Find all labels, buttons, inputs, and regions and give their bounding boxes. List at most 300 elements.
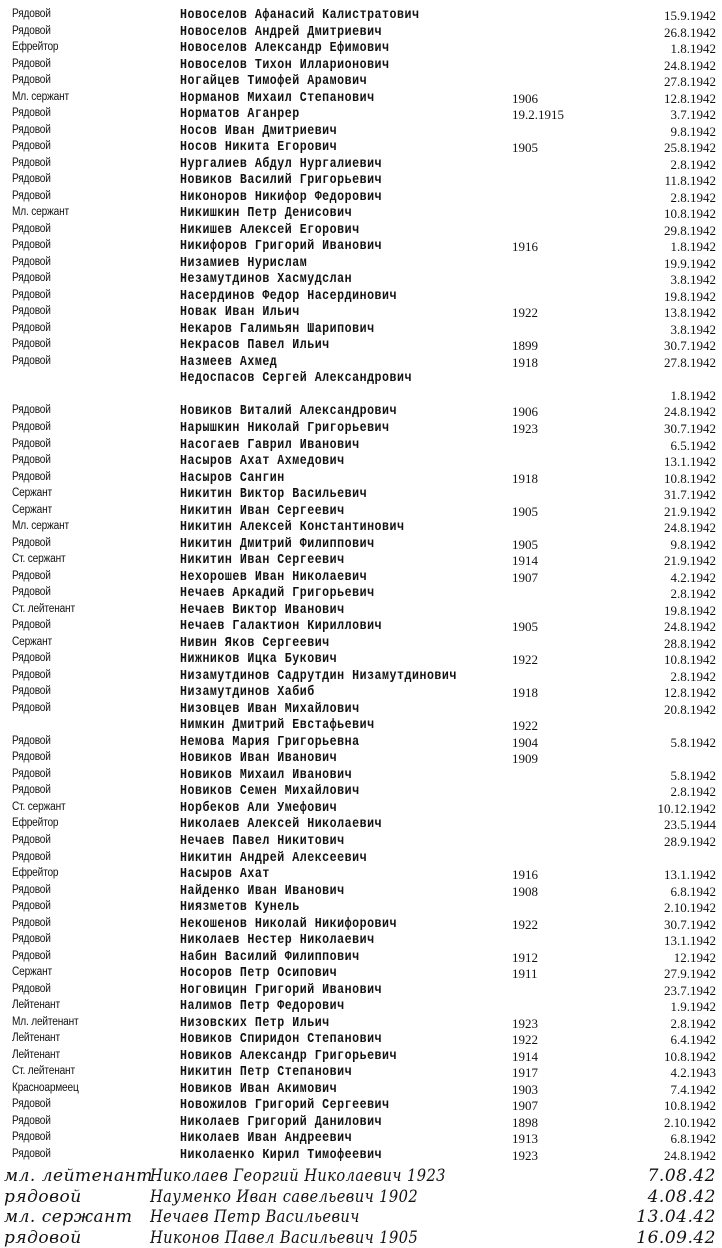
rank-cell: Рядовой [12,305,51,318]
rank-cell: Ефрейтор [12,867,59,880]
rank-cell: Рядовой [12,338,51,351]
date-cell: 19.8.1942 [664,602,716,618]
list-row [0,322,722,339]
rank-cell: Сержант [12,635,52,648]
list-row [0,900,722,917]
rank-cell: Рядовой [12,404,51,417]
list-row [0,25,722,42]
list-row [0,884,722,901]
year-cell: 1918 [512,470,538,486]
list-row [0,950,722,967]
rank-cell: Рядовой [12,123,51,136]
year-cell: 1922 [512,1032,538,1048]
rank-cell: мл. лейтенант [4,1166,153,1187]
rank-cell: Мл. сержант [12,90,69,103]
year-cell: 1922 [512,718,538,734]
year-cell: 1904 [512,734,538,750]
date-cell: 24.8.1942 [664,1147,716,1163]
rank-cell: Рядовой [12,933,51,946]
name-cell: Некошенов Николай Никифорович [180,916,398,932]
rank-cell: Сержант [12,487,52,500]
rank-cell: Рядовой [12,883,51,896]
name-cell: Никитин Петр Степанович [180,1065,353,1081]
date-cell: 3.7.1942 [670,107,716,123]
date-cell: 28.8.1942 [664,635,716,651]
date-cell: 27.8.1942 [664,354,716,370]
date-cell: 16.09.42 [636,1227,716,1248]
date-cell: 1.8.1942 [670,387,716,403]
list-row [0,999,722,1016]
list-row [0,933,722,950]
list-row [0,735,722,752]
rank-cell: Рядовой [12,850,51,863]
date-cell: 4.08.42 [647,1186,716,1207]
name-cell: Немова Мария Григорьевна [180,734,360,750]
list-row [0,371,722,388]
name-cell: Насыров Ахат [180,867,270,883]
name-cell: Нехорошев Иван Николаевич [180,569,368,585]
name-cell: Насыров Ахат Ахмедович [180,454,345,470]
name-cell: Николаев Иван Андреевич [180,1131,353,1147]
year-cell: 1914 [512,553,538,569]
name-cell: Нечаев Аркадий Григорьевич [180,586,375,602]
name-cell: Насогаев Гаврил Иванович [180,437,360,453]
list-row [0,74,722,91]
list-row [0,636,722,653]
name-cell: Никитин Дмитрий Филиппович [180,536,375,552]
date-cell: 10.8.1942 [664,1048,716,1064]
list-row [0,784,722,801]
rank-cell: Рядовой [12,916,51,929]
name-cell: Нечаев Галактион Кириллович [180,619,383,635]
list-row [0,586,722,603]
name-cell: Нечаев Виктор Иванович [180,602,345,618]
list-row [0,1082,722,1099]
rank-cell: Рядовой [12,1131,51,1144]
name-cell: Низамутдинов Садрутдин Низамутдинович [180,668,457,684]
date-cell: 24.8.1942 [664,520,716,536]
date-cell: 12.8.1942 [664,685,716,701]
year-cell: 1903 [512,1081,538,1097]
list-row [0,173,722,190]
name-cell: Новак Иван Ильич [180,305,300,321]
year-cell: 19.2.1915 [512,107,564,123]
list-row [0,124,722,141]
date-cell: 3.8.1942 [670,321,716,337]
date-cell: 10.8.1942 [664,206,716,222]
list-row [0,404,722,421]
name-cell: Норманов Михаил Степанович [180,90,375,106]
date-cell: 7.08.42 [647,1166,716,1187]
date-cell: 2.8.1942 [670,1015,716,1031]
name-cell: Николаев Георгий Николаевич 1923 [150,1166,446,1187]
list-row [0,388,722,405]
list-row [0,239,722,256]
rank-cell: Рядовой [12,321,51,334]
list-row [0,619,722,636]
rank-cell: Рядовой [12,454,51,467]
date-cell: 15.9.1942 [664,8,716,23]
list-row [0,1016,722,1033]
list-row [0,190,722,207]
list-row [0,983,722,1000]
rank-cell: Рядовой [12,470,51,483]
rank-cell: Мл. лейтенант [12,1015,79,1028]
rank-cell: Сержант [12,966,52,979]
year-cell: 1917 [512,1065,538,1081]
name-cell: Никоноров Никифор Федорович [180,189,383,205]
name-cell: Науменко Иван савельевич 1902 [150,1186,419,1207]
name-cell: Нечаев Павел Никитович [180,834,345,849]
year-cell: 1905 [512,140,538,156]
name-cell: Нижников Ицка Букович [180,652,338,668]
rank-cell: Красноармеец [12,1081,79,1094]
list-row [0,438,722,455]
name-cell: Новиков Иван Акимович [180,1081,338,1097]
name-cell: Новоселов Афанасий Калистратович [180,8,420,23]
name-cell: Никишев Алексей Егорович [180,222,360,238]
list-row [0,1227,722,1248]
rank-cell: Рядовой [12,1098,51,1111]
date-cell: 24.8.1942 [664,404,716,420]
name-cell: Некрасов Павел Ильич [180,338,330,354]
rank-cell: Лейтенант [12,1048,60,1061]
rank-cell: Рядовой [12,652,51,665]
list-row [0,867,722,884]
rank-cell: Рядовой [12,734,51,747]
list-row [0,652,722,669]
list-row [0,289,722,306]
list-row [0,41,722,58]
name-cell: Низовских Петр Ильич [180,1015,330,1031]
list-row [0,520,722,537]
name-cell: Низовцев Иван Михайлович [180,701,360,717]
date-cell: 21.9.1942 [664,503,716,519]
date-cell: 27.8.1942 [664,74,716,90]
name-cell: Носов Никита Егорович [180,140,338,156]
list-row [0,570,722,587]
list-row [0,223,722,240]
rank-cell: Рядовой [12,156,51,169]
rank-cell: Рядовой [12,421,51,433]
list-row [0,140,722,157]
date-cell: 31.7.1942 [664,487,716,503]
list-row [0,685,722,702]
name-cell: Назмеев Ахмед [180,354,278,370]
name-cell: Никишкин Петр Денисович [180,206,353,222]
date-cell: 1.8.1942 [670,239,716,255]
date-cell: 24.8.1942 [664,619,716,635]
name-cell: Новоселов Андрей Дмитриевич [180,24,383,40]
rank-cell: Ефрейтор [12,817,59,830]
list-row [0,834,722,851]
list-row [0,454,722,471]
date-cell: 21.9.1942 [664,553,716,569]
rank-cell: Ст. сержант [12,553,66,566]
year-cell: 1922 [512,305,538,321]
date-cell: 23.7.1942 [664,982,716,998]
date-cell: 5.8.1942 [670,767,716,783]
year-cell: 1916 [512,867,538,883]
rank-cell: Мл. сержант [12,520,69,533]
date-cell: 28.9.1942 [664,834,716,849]
name-cell: Никитин Андрей Алексеевич [180,850,368,866]
date-cell: 13.8.1942 [664,305,716,321]
date-cell: 3.8.1942 [670,272,716,288]
list-row [0,603,722,620]
year-cell: 1906 [512,404,538,420]
date-cell: 2.8.1942 [670,668,716,684]
rank-cell: Рядовой [12,173,51,186]
date-cell: 27.9.1942 [664,966,716,982]
date-cell: 2.8.1942 [670,189,716,205]
rank-cell: Ст. сержант [12,800,66,813]
list-row [0,801,722,818]
list-row [0,355,722,372]
name-cell: Нормaтов Аганрер [180,107,300,123]
name-cell: Николаенко Кирил Тимофеевич [180,1147,383,1163]
date-cell: 4.2.1943 [670,1065,716,1081]
list-row [0,504,722,521]
list-row [0,8,722,25]
rank-cell: Лейтенант [12,999,60,1012]
year-cell: 1923 [512,1015,538,1031]
rank-cell: Рядовой [12,272,51,285]
name-cell: Никитин Виктор Васильевич [180,487,368,503]
date-cell: 13.1.1942 [664,454,716,470]
year-cell: 1907 [512,569,538,585]
date-cell: 6.8.1942 [670,1131,716,1147]
rank-cell: Рядовой [12,834,51,846]
name-cell: Новиков Семен Михайлович [180,784,360,800]
date-cell: 24.8.1942 [664,57,716,73]
date-cell: 2.10.1942 [664,900,716,916]
list-row [0,851,722,868]
year-cell: 1922 [512,916,538,932]
rank-cell: Рядовой [12,767,51,780]
date-cell: 10.12.1942 [657,800,716,816]
rank-cell: Рядовой [12,354,51,367]
date-cell: 2.10.1942 [664,1114,716,1130]
name-cell: Новиков Александр Григорьевич [180,1048,398,1064]
rank-cell: Рядовой [12,685,51,698]
list-row [0,206,722,223]
date-cell: 13.1.1942 [664,933,716,949]
date-cell: 13.1.1942 [664,867,716,883]
rank-cell: Сержант [12,503,52,516]
name-cell: Никифоров Григорий Иванович [180,239,383,255]
rank-cell: Рядовой [12,900,51,913]
list-row [0,553,722,570]
rank-cell: Рядовой [12,57,51,70]
date-cell: 7.4.1942 [670,1081,716,1097]
date-cell: 25.8.1942 [664,140,716,156]
date-cell: 1.9.1942 [670,999,716,1015]
name-cell: Некаров Галимьян Шарипович [180,321,375,337]
rank-cell: Рядовой [12,107,51,120]
name-cell: Ноговицин Григорий Иванович [180,982,383,998]
list-row [0,487,722,504]
list-row [0,305,722,322]
rank-cell: рядовой [4,1186,82,1207]
name-cell: Насыров Сангин [180,470,285,486]
list-row [0,1148,722,1165]
rank-cell: мл. сержант [4,1207,133,1228]
name-cell: Найденко Иван Иванович [180,883,345,899]
rank-cell: Ст. лейтенант [12,602,75,615]
list-row [0,272,722,289]
name-cell: Нимкин Дмитрий Евстафьевич [180,718,375,734]
year-cell: 1918 [512,354,538,370]
rank-cell: Рядовой [12,1147,51,1160]
rank-cell: Ст. лейтенант [12,1065,75,1078]
year-cell: 1922 [512,652,538,668]
rank-cell: Рядовой [12,949,51,962]
date-cell: 9.8.1942 [670,536,716,552]
date-cell: 1.8.1942 [670,41,716,57]
name-cell: Николаев Алексей Николаевич [180,817,383,833]
rank-cell: Рядовой [12,751,51,764]
rank-cell: Рядовой [12,239,51,252]
year-cell: 1911 [512,966,538,982]
year-cell: 1905 [512,536,538,552]
list-row [0,421,722,438]
date-cell: 2.8.1942 [670,586,716,602]
list-row [0,91,722,108]
list-row [0,1131,722,1148]
year-cell: 1916 [512,239,538,255]
list-row [0,58,722,75]
date-cell: 2.8.1942 [670,784,716,800]
list-row [0,1032,722,1049]
rank-cell: Рядовой [12,222,51,235]
date-cell: 6.5.1942 [670,437,716,453]
name-cell: Новиков Иван Иванович [180,751,338,767]
name-cell: Новожилов Григорий Сергеевич [180,1098,390,1114]
name-cell: Николаев Нестер Николаевич [180,933,375,949]
date-cell: 13.04.42 [636,1207,716,1228]
date-cell: 6.8.1942 [670,883,716,899]
list-row [0,702,722,719]
rank-cell: Рядовой [12,437,51,450]
name-cell: Норбеков Али Умефович [180,800,338,816]
list-row [0,718,722,735]
date-cell: 10.8.1942 [664,1098,716,1114]
date-cell: 12.1942 [673,949,716,965]
name-cell: Незамутдинов Хасмудслан [180,272,353,288]
rank-cell: Рядовой [12,140,51,153]
rank-cell: Рядовой [12,668,51,681]
name-cell: Налимов Петр Федорович [180,999,345,1015]
list-row [0,966,722,983]
name-cell: Недоспасов Сергей Александрович [180,371,412,387]
year-cell: 1918 [512,685,538,701]
list-row [0,917,722,934]
list-row [0,157,722,174]
name-cell: Ниязметов Кунель [180,900,300,916]
rank-cell: Рядовой [12,701,51,714]
list-row [0,256,722,273]
list-row [0,768,722,785]
name-cell: Ногайцев Тимофей Арамович [180,74,368,90]
list-row [0,1049,722,1066]
date-cell: 9.8.1942 [670,123,716,139]
date-cell: 30.7.1942 [664,421,716,436]
name-cell: Нургалиев Абдул Нургалиевич [180,156,383,172]
name-cell: Никитин Иван Сергеевич [180,553,345,569]
name-cell: Низамиев Нурислам [180,255,308,271]
date-cell: 26.8.1942 [664,24,716,40]
year-cell: 1913 [512,1131,538,1147]
date-cell: 6.4.1942 [670,1032,716,1048]
name-cell: Никонов Павел Васильевич 1905 [150,1227,419,1248]
rank-cell: рядовой [4,1227,82,1248]
list-row [0,1065,722,1082]
date-cell: 20.8.1942 [664,701,716,717]
name-cell: Новиков Василий Григорьевич [180,173,383,189]
list-row [0,1115,722,1132]
rank-cell: Рядовой [12,24,51,37]
name-cell: Николаев Григорий Данилович [180,1114,383,1130]
year-cell: 1899 [512,338,538,354]
rank-cell: Рядовой [12,982,51,995]
name-cell: Набин Василий Филиппович [180,949,360,965]
rank-cell: Рядовой [12,586,51,599]
name-cell: Новиков Спиридон Степанович [180,1032,383,1048]
year-cell: 1905 [512,619,538,635]
list-row [0,338,722,355]
date-cell: 19.9.1942 [664,255,716,271]
date-cell: 10.8.1942 [664,652,716,668]
rank-cell: Рядовой [12,619,51,632]
year-cell: 1909 [512,751,538,767]
rank-cell: Рядовой [12,74,51,87]
date-cell: 23.5.1944 [664,817,716,833]
name-cell: Новиков Виталий Александрович [180,404,398,420]
rank-cell: Рядовой [12,189,51,202]
rank-cell: Мл. сержант [12,206,69,219]
list-row [0,1207,722,1228]
date-cell: 2.8.1942 [670,156,716,172]
rank-cell: Рядовой [12,8,51,20]
year-cell: 1914 [512,1048,538,1064]
name-cell: Никитин Иван Сергеевич [180,503,345,519]
list-row [0,669,722,686]
list-row [0,1186,722,1207]
name-cell: Новоселов Александр Ефимович [180,41,390,57]
date-cell: 10.8.1942 [664,470,716,486]
name-cell: Нарышкин Николай Григорьевич [180,421,390,436]
name-cell: Насердинов Федор Насердинович [180,288,398,304]
year-cell: 1898 [512,1114,538,1130]
name-cell: Никитин Алексей Константинович [180,520,405,536]
list-row [0,471,722,488]
name-cell: Нивин Яков Сергеевич [180,635,330,651]
list-row [0,537,722,554]
rank-cell: Лейтенант [12,1032,60,1045]
rank-cell: Рядовой [12,255,51,268]
year-cell: 1912 [512,949,538,965]
date-cell: 19.8.1942 [664,288,716,304]
year-cell: 1923 [512,1147,538,1163]
year-cell: 1905 [512,503,538,519]
name-cell: Носоров Петр Осипович [180,966,338,982]
date-cell: 30.7.1942 [664,338,716,354]
date-cell: 30.7.1942 [664,916,716,932]
name-cell: Новиков Михаил Иванович [180,767,353,783]
list-row [0,107,722,124]
list-row [0,1166,722,1187]
